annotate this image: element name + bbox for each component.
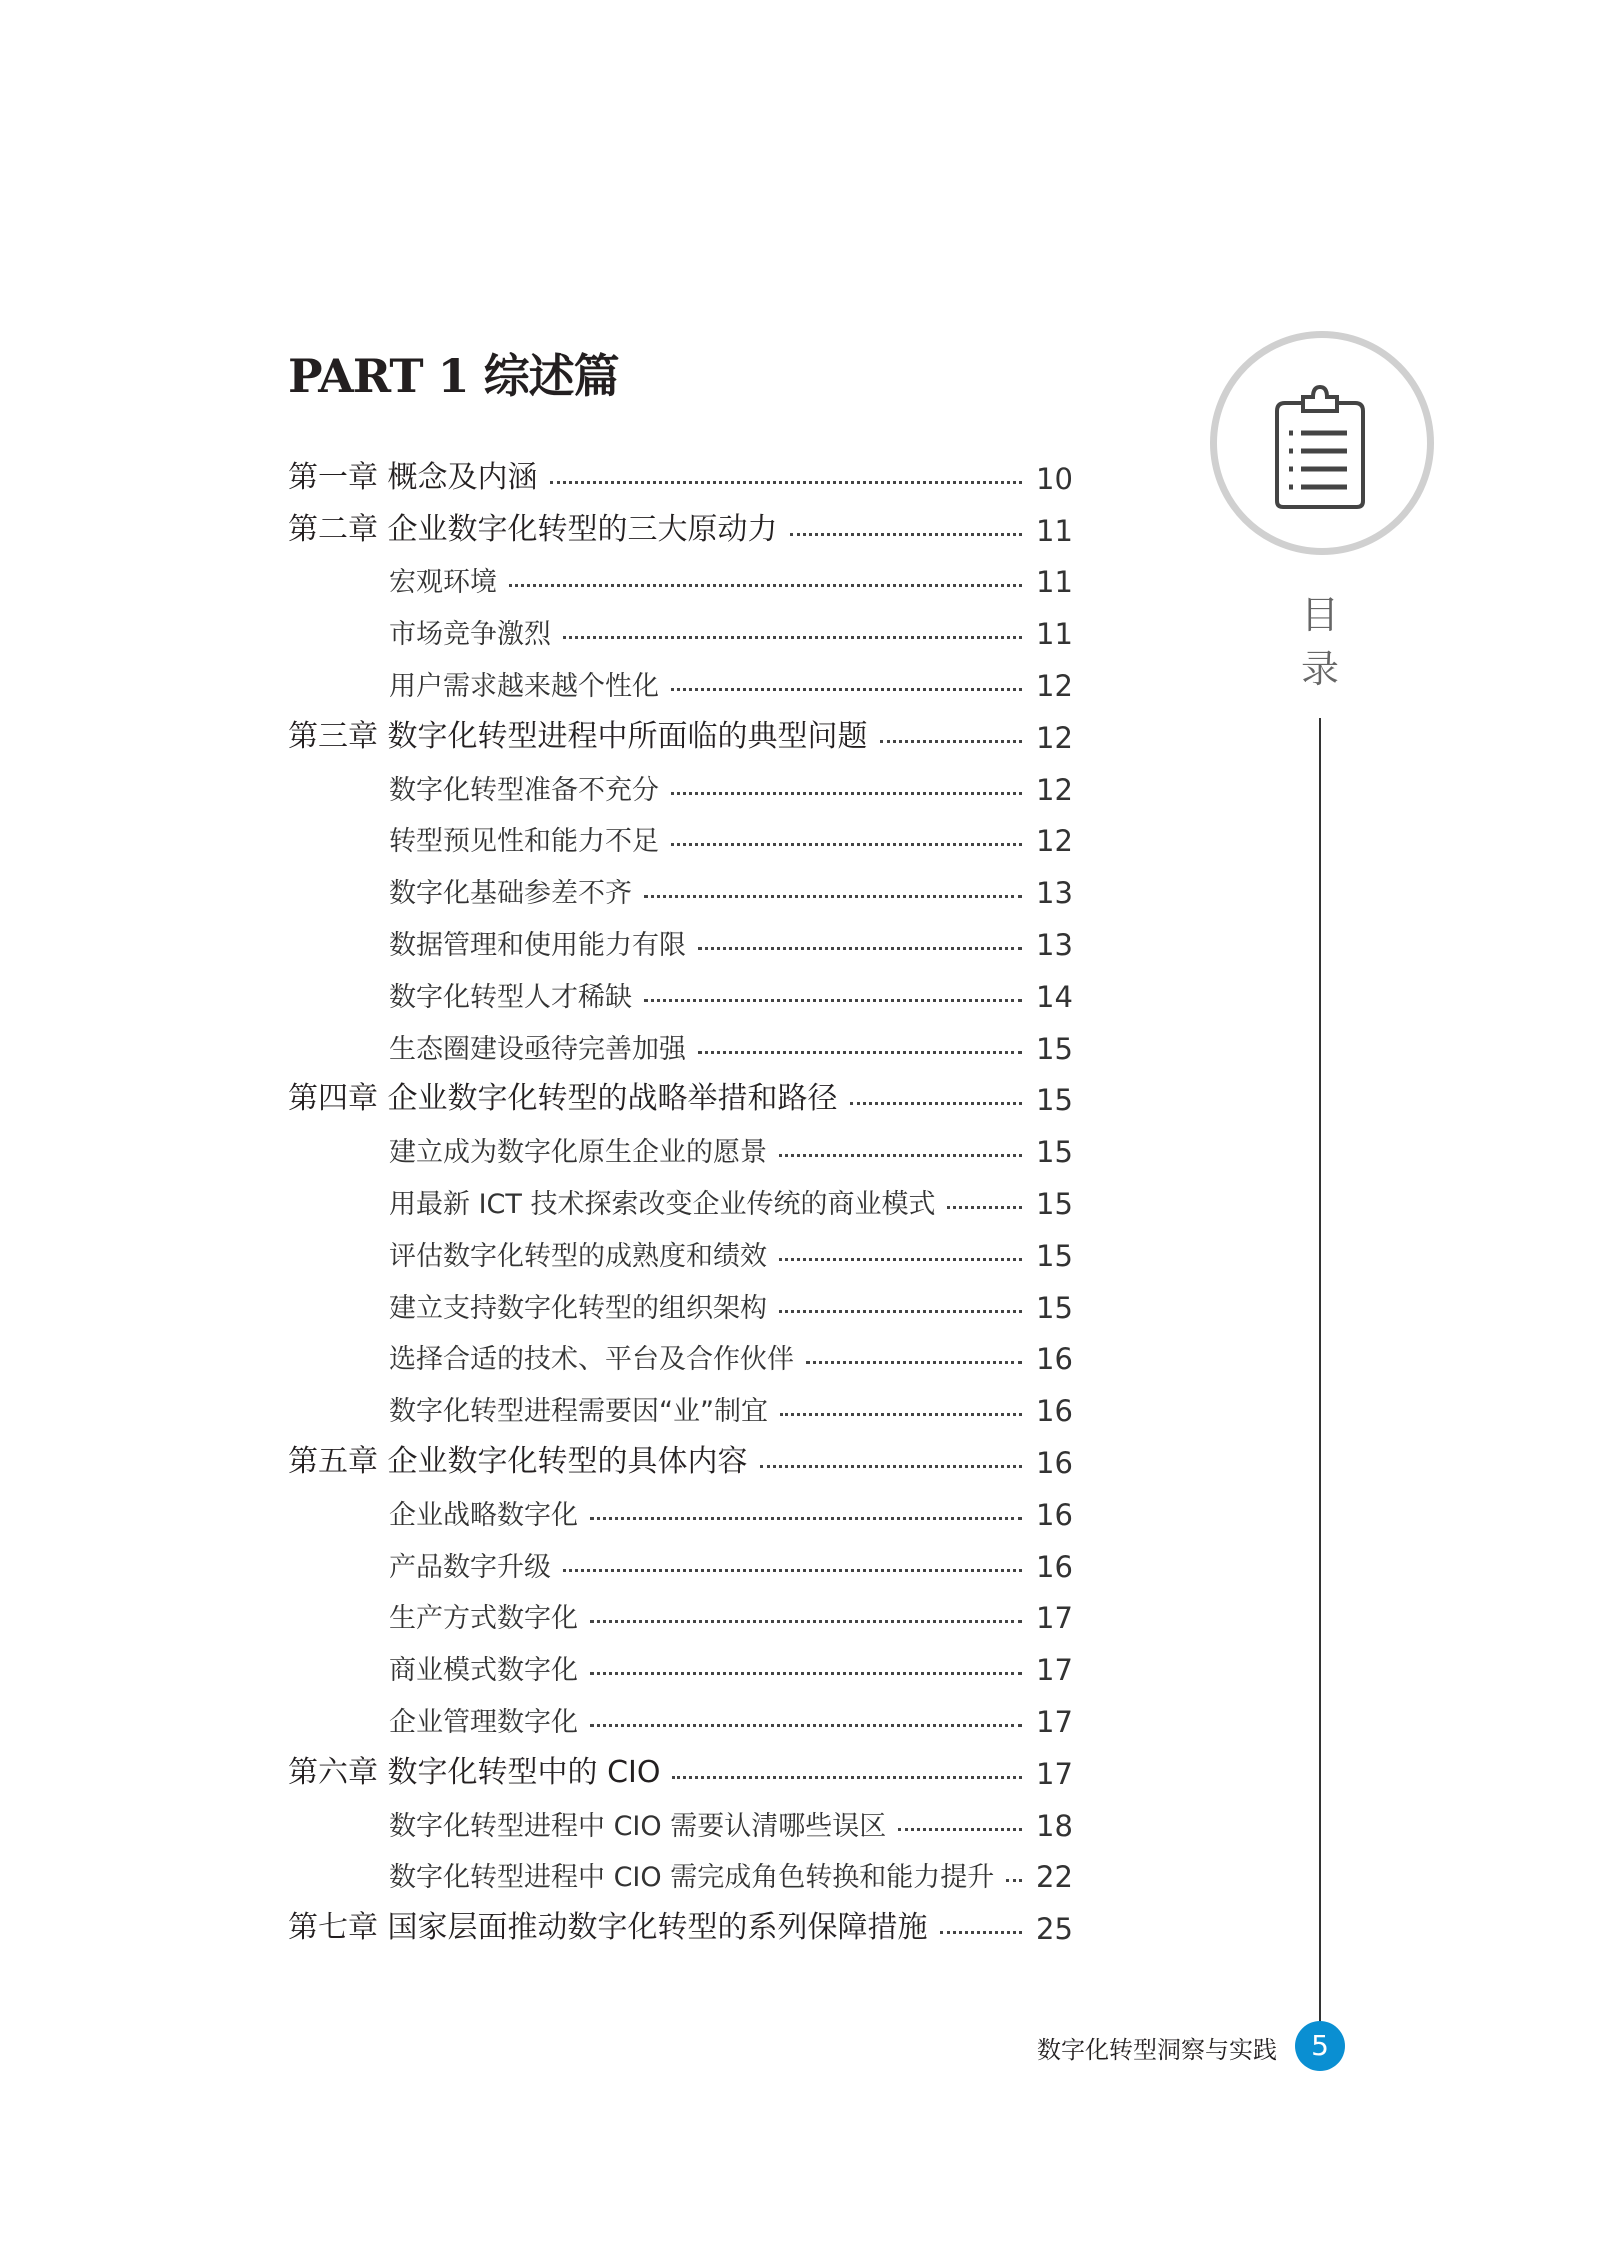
toc-entry-page: 14: [1036, 979, 1073, 1014]
toc-entry-page: 12: [1036, 720, 1073, 755]
toc-section-entry[interactable]: [288, 1221, 1073, 1273]
toc-entry-title: 企业战略数字化: [389, 1499, 578, 1531]
toc-entry-title: 第五章 企业数字化转型的具体内容: [288, 1443, 748, 1479]
toc-section-entry[interactable]: [288, 962, 1073, 1014]
toc-entry-page: 16: [1036, 1549, 1073, 1584]
toc-entry-title: 数据管理和使用能力有限: [389, 929, 686, 961]
toc-section-entry[interactable]: [288, 1532, 1073, 1584]
toc-entry-title: 第二章 企业数字化转型的三大原动力: [288, 511, 778, 547]
toc-entry-page: 11: [1036, 617, 1073, 652]
toc-entry-page: 16: [1036, 1497, 1073, 1532]
dot-leader: [880, 740, 1022, 743]
toc-entry-page: 22: [1036, 1860, 1073, 1895]
toc-section-entry[interactable]: [288, 910, 1073, 962]
toc-entry-page: 16: [1036, 1394, 1073, 1429]
dot-leader: [940, 1931, 1022, 1934]
dot-leader: [780, 1413, 1022, 1416]
dot-leader: [644, 999, 1022, 1002]
dot-leader: [779, 1154, 1022, 1157]
toc-entry-title: 生产方式数字化: [389, 1603, 578, 1635]
toc-entry-title: 数字化转型人才稀缺: [389, 981, 632, 1013]
dot-leader: [590, 1724, 1022, 1727]
toc-entry-title: 第七章 国家层面推动数字化转型的系列保障措施: [288, 1910, 928, 1946]
toc-entry-page: 16: [1036, 1445, 1073, 1480]
toc-entry-title: 商业模式数字化: [389, 1655, 578, 1687]
toc-entry-title: 宏观环境: [389, 567, 497, 599]
dot-leader: [590, 1517, 1022, 1520]
toc-entry-title: 产品数字升级: [389, 1551, 551, 1583]
toc-sidebar-char: 录: [1300, 647, 1339, 691]
toc-entry-page: 25: [1036, 1912, 1073, 1947]
toc-section-entry[interactable]: [288, 1014, 1073, 1066]
toc-entry-title: 用户需求越来越个性化: [389, 670, 659, 702]
dot-leader: [779, 1310, 1022, 1313]
toc-entry-page: 15: [1036, 1186, 1073, 1221]
toc-entry-title: 企业管理数字化: [389, 1706, 578, 1738]
dot-leader: [509, 584, 1022, 587]
dot-leader: [1006, 1879, 1022, 1882]
toc-entry-title: 数字化转型进程中 CIO 需完成角色转换和能力提升: [389, 1862, 995, 1894]
toc-entry-page: 13: [1036, 876, 1073, 911]
toc-entry-page: 18: [1036, 1808, 1073, 1843]
toc-entry-page: 10: [1036, 461, 1073, 496]
book-title: 数字化转型洞察与实践: [1037, 2036, 1277, 2064]
dot-leader: [898, 1828, 1022, 1831]
toc-section-entry[interactable]: [288, 1325, 1073, 1377]
toc-entry-page: 15: [1036, 1135, 1073, 1170]
toc-section-entry[interactable]: [288, 1584, 1073, 1636]
toc-section-entry[interactable]: [288, 755, 1073, 807]
toc-section-entry[interactable]: [288, 1843, 1073, 1895]
toc-entry-title: 市场竞争激烈: [389, 619, 551, 651]
toc-section-entry[interactable]: [288, 1480, 1073, 1532]
toc-entry-title: 数字化转型进程需要因“业”制宜: [389, 1396, 768, 1428]
clipboard-list-icon: [1271, 381, 1369, 511]
toc-chapter-entry[interactable]: [288, 1739, 1073, 1791]
dot-leader: [671, 688, 1022, 691]
dot-leader: [563, 1569, 1022, 1572]
page-number-badge: 5: [1295, 2021, 1345, 2071]
dot-leader: [790, 533, 1022, 536]
dot-leader: [671, 792, 1022, 795]
toc-section-entry[interactable]: [288, 1273, 1073, 1325]
toc-entry-title: 第四章 企业数字化转型的战略举措和路径: [288, 1081, 838, 1117]
toc-chapter-entry[interactable]: [288, 1428, 1073, 1480]
dot-leader: [760, 1465, 1022, 1468]
toc-entry-title: 生态圈建设亟待完善加强: [389, 1033, 686, 1065]
toc-entry-title: 转型预见性和能力不足: [389, 826, 659, 858]
toc-section-entry[interactable]: [288, 548, 1073, 600]
toc-entry-title: 数字化基础参差不齐: [389, 878, 632, 910]
toc-entry-title: 第六章 数字化转型中的 CIO: [288, 1754, 661, 1790]
dot-leader: [590, 1620, 1022, 1623]
toc-chapter-entry[interactable]: [288, 1894, 1073, 1947]
toc-chapter-entry[interactable]: [288, 703, 1073, 755]
toc-section-entry[interactable]: [288, 599, 1073, 652]
toc-entry-page: 15: [1036, 1238, 1073, 1273]
toc-entry-page: 12: [1036, 772, 1073, 807]
toc-sidebar-label: [1300, 588, 1340, 696]
toc-section-entry[interactable]: [288, 1169, 1073, 1221]
toc-entry-page: 15: [1036, 1031, 1073, 1066]
toc-entry-page: 12: [1036, 824, 1073, 859]
toc-entry-page: 11: [1036, 513, 1073, 548]
table-of-contents: [288, 444, 1073, 1947]
toc-section-entry[interactable]: [288, 651, 1073, 703]
toc-entry-page: 17: [1036, 1756, 1073, 1791]
dot-leader: [698, 1051, 1022, 1054]
toc-entry-title: 数字化转型准备不充分: [389, 774, 659, 806]
dot-leader: [779, 1258, 1022, 1261]
toc-entry-title: 选择合适的技术、平台及合作伙伴: [389, 1344, 794, 1376]
toc-entry-page: 17: [1036, 1653, 1073, 1688]
toc-entry-title: 建立成为数字化原生企业的愿景: [389, 1137, 767, 1169]
dot-leader: [644, 895, 1022, 898]
toc-chapter-entry[interactable]: [288, 1066, 1073, 1118]
toc-entry-page: 17: [1036, 1601, 1073, 1636]
part-title: PART 1 综述篇: [288, 349, 619, 403]
toc-entry-title: 评估数字化转型的成熟度和绩效: [389, 1240, 767, 1272]
toc-entry-page: 13: [1036, 927, 1073, 962]
toc-entry-page: 15: [1036, 1083, 1073, 1118]
toc-section-entry[interactable]: [288, 1687, 1073, 1739]
toc-section-entry[interactable]: [288, 807, 1073, 859]
dot-leader: [947, 1206, 1022, 1209]
toc-entry-page: 12: [1036, 668, 1073, 703]
toc-section-entry[interactable]: [288, 1376, 1073, 1429]
toc-section-entry[interactable]: [288, 1791, 1073, 1843]
dot-leader: [672, 1776, 1022, 1779]
toc-entry-title: 建立支持数字化转型的组织架构: [389, 1292, 767, 1324]
toc-section-entry[interactable]: [288, 858, 1073, 911]
dot-leader: [850, 1102, 1022, 1105]
dot-leader: [590, 1672, 1022, 1675]
toc-entry-page: 17: [1036, 1704, 1073, 1739]
toc-section-entry[interactable]: [288, 1635, 1073, 1688]
toc-entry-title: 用最新 ICT 技术探索改变企业传统的商业模式: [389, 1188, 936, 1220]
dot-leader: [563, 636, 1022, 639]
toc-chapter-entry[interactable]: [288, 496, 1073, 548]
toc-entry-title: 数字化转型进程中 CIO 需要认清哪些误区: [389, 1810, 887, 1842]
toc-entry-title: 第三章 数字化转型进程中所面临的典型问题: [288, 718, 868, 754]
toc-chapter-entry[interactable]: [288, 444, 1073, 496]
dot-leader: [550, 481, 1022, 484]
dot-leader: [698, 947, 1022, 950]
dot-leader: [806, 1361, 1022, 1364]
toc-entry-page: 16: [1036, 1342, 1073, 1377]
toc-entry-page: 11: [1036, 565, 1073, 600]
vertical-divider: [1319, 718, 1321, 2023]
dot-leader: [671, 843, 1022, 846]
toc-entry-title: 第一章 概念及内涵: [288, 459, 538, 495]
toc-sidebar-char: 目: [1300, 593, 1339, 637]
toc-entry-page: 15: [1036, 1290, 1073, 1325]
toc-section-entry[interactable]: [288, 1117, 1073, 1170]
